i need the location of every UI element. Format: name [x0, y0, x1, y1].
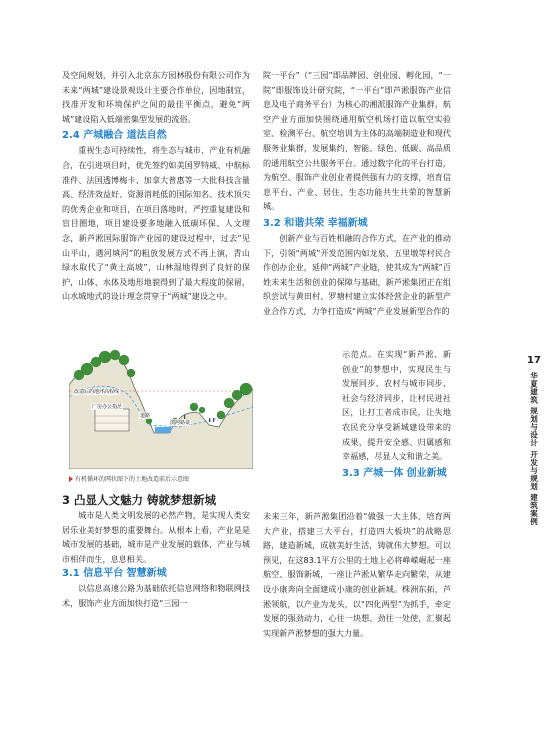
figure-label-riverside: 滨河路桌 — [170, 420, 191, 426]
page-sidebar — [524, 355, 544, 525]
figure-label-grade-line: 改造后的地坪高程线 — [74, 389, 120, 395]
section-heading-3-3: 3.3 产城一体 创业新城 — [342, 467, 447, 479]
sidebar-title: 华夏建筑 规划与设计 开发与规划 建筑案例 — [529, 372, 539, 526]
right-column-lower — [263, 509, 451, 640]
figure-label-road: 道路 — [140, 413, 151, 419]
paragraph: 以信息高速公路为基础依托信息网络和物联网技术，服饰产业方面加快打造“三园一 — [62, 583, 250, 608]
right-column-wrap — [342, 347, 451, 481]
paragraph: 重视生态可持续性，将生态与城市、产业有机融合，在引进项目时，优先签约如美国罗特威、中航标准件、法国透博梅卡、加拿大普惠等一大批科技含量高、经济效益好、资源消耗低的国际知名、技术顶尖的优秀企业和项目，在项目落地时，严控重复建设和盲目圈地，项目建设要多地融入低碳环保、人文理念，新芦淞国际服饰产业园的建设过程中，过去“见山平山，遇河填河”的粗放发展方式不再上演，青山绿水取代了“黄土高坡”，山林湿地得到了良好的保护，山体、水体及地形地貌得到了最大程度的保留，山水城地式的设计理念贯穿于“两城”建设之中。 — [62, 145, 250, 302]
caption-marker-icon — [69, 476, 73, 482]
right-column — [263, 68, 451, 319]
left-column-lower — [62, 492, 250, 611]
paragraph: 未来三年，新芦淞集团沿着“做强一大主体，培育两大产业，搭建三大平台，打造四大板块”的战略思路，建造新城，成就美好生活，铸就伟大梦想。可以预见，在这83.1平方公里的土地上必将峥嵘崛起一座航空、服饰新城，一座让芦淞从繁华走向繁荣，从建设小康奔向全面建成小康的创业新城。株洲东拓，芦淞领航，以产业为龙头，以“四化两型”为抓手，牵定发展的强劲动力，心往一块想、劲往一处使，汇聚起实现新芦淞梦想的强大力量。 — [263, 511, 451, 638]
figure-label-factory-office: 厂房办公指范 — [92, 404, 123, 410]
paragraph: 及空间规划，并引入北京东方园林股份有限公司作为未来“两城”建设景观设计主要合作单位，因地制宜，找准开发和环境保护之间的最佳平衡点，避免“两城”建设陷入低端密集型发展的流俗。 — [62, 70, 250, 124]
chapter-heading-3: 3 凸显人文魅力 铸就梦想新城 — [62, 493, 217, 507]
figure-caption — [69, 474, 259, 483]
cross-section-figure — [69, 315, 253, 469]
page-number: 17 — [527, 355, 541, 366]
section-heading-2-4: 2.4 产城融合 道法自然 — [62, 130, 167, 142]
paragraph: 示范点。在实现“新芦淞、新创业”的梦想中，实现民生与发展同步、农村与城市同步、社会与经济同步，让村民进社区，让打工者成市民，让失地农民充分享受新城建设带来的成果，提升安全感、归属感和幸福感，尽显人文和谐之美。 — [342, 349, 451, 462]
paragraph: 创新产业与百姓相融的合作方式，在产业的推动下，引领“两城”开发范围内如龙泉、五里墩等村民合作创办企业，延伸“两城”产业链，使其成为“两城”百姓未来生活和创业的保障与基础，新芦淞集团正在组织尝试与黄田村、罗塘村建立实体经营企业的新型产业合作方式，力争打造成“两城”产业发展新型合作的 — [263, 232, 451, 316]
section-heading-3-1: 3.1 信息平台 智慧新城 — [62, 568, 167, 580]
section-heading-3-2: 3.2 和谐共荣 幸福新城 — [263, 217, 368, 229]
left-column — [62, 68, 250, 304]
figure-caption-text: 有机循环的网状图下的土地改造前后示意图 — [75, 476, 190, 483]
paragraph: 院一平台”（“三园”即品牌园、创业园、孵化园，“一院”即服饰设计研究院，“一平台”即芦淞服饰产业信息及电子商务平台）为核心的湘派服饰产业集群，航空产业方面加快围绕通用航空机场打造以航空实验室、检测平台、航空培训为主体的高端制造业和现代服务业集群，发展集约、智能、绿色、低碳、高品质的通用航空公共服务平台。通过数字化的平台打造，为航空、服饰产业创业者提供强有力的支撑，培育信息平台、产业、居住、生态功能共生共荣的智慧新城。 — [263, 70, 451, 212]
paragraph: 城市是人类文明发展的必然产物，是实现人类安居乐业美好梦想的重要舞台。从根本上看，产业是是城市发展的基础，城市是产业发展的载体，产业与城市相伴而生，息息相关。 — [62, 510, 250, 564]
